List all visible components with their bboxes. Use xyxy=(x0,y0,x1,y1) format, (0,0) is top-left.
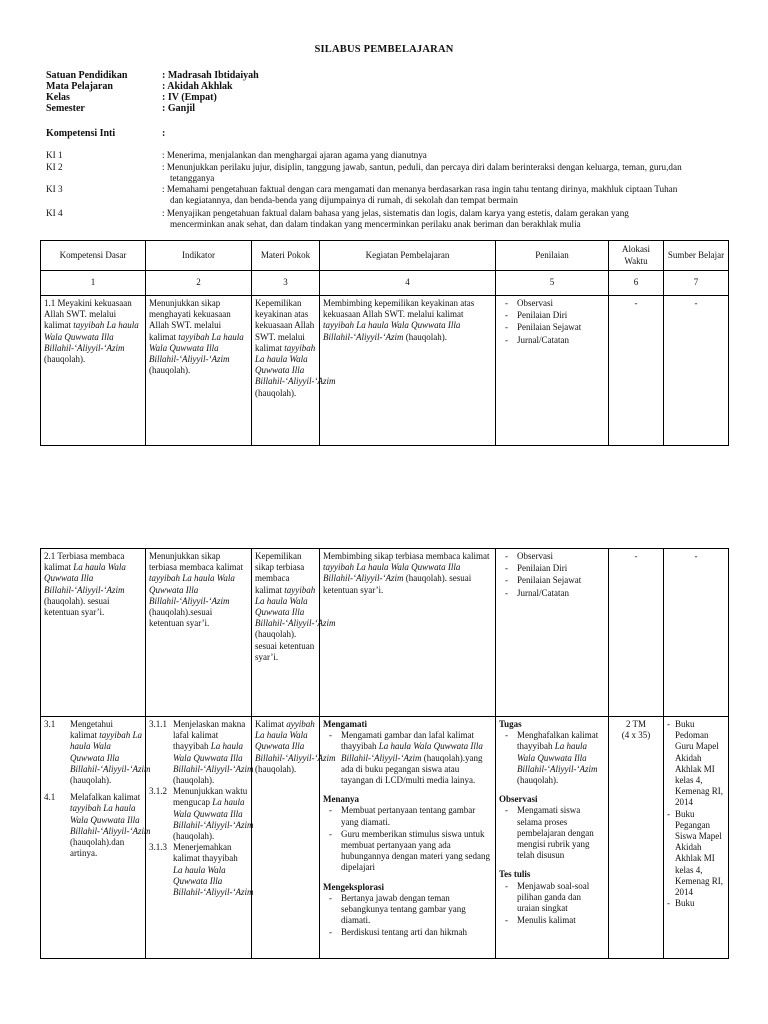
cell-sumber xyxy=(664,717,729,959)
silabus-table-1 xyxy=(40,240,729,446)
col-number: 1 xyxy=(41,271,146,296)
penilaian-heading: Tugas xyxy=(499,719,522,729)
col-number: 5 xyxy=(496,271,609,296)
list-item: - Menghafalkan kalimat thayyibah La haula Wala Quwwata Illa Billahil-‘Aliyyil-‘Azim (hauqolah). xyxy=(499,730,605,786)
cell-penilaian xyxy=(496,717,609,959)
cell-waktu: - xyxy=(609,296,664,446)
kegiatan-list xyxy=(323,730,492,786)
cell-kd: 1.1 Meyakini kekuasaan Allah SWT. melalui kalimat tayyibah La haula Wala Quwwata Illa Billahil-‘Aliyyil-‘Azim (hauqolah). xyxy=(41,296,146,446)
indikator-item: 3.1.3 Menerjemahkan kalimat thayyibah La haula Wala Quwwata Illa Billahil-‘Aliyyil-‘Azim xyxy=(149,842,254,898)
ki-label: KI 1 xyxy=(46,150,63,160)
cell-materi: Kalimat ayyibah La haula Wala Quwwata Illa Billahil-‘Aliyyil-‘Azim (hauqolah). xyxy=(252,717,320,959)
cell-indikator: Menunjukkan sikap terbiasa membaca kalimat tayyibah La haula Wala Quwwata Illa Billahil-‘Aliyyil-‘Azim (hauqolah).sesuai ketentuan syar’i. xyxy=(146,549,252,717)
cell-kd xyxy=(41,717,151,959)
sumber-item: - Buku xyxy=(667,898,695,909)
meta-value: : Akidah Akhlak xyxy=(162,81,233,92)
kegiatan-list xyxy=(323,893,492,939)
cell-kd: 2.1 Terbiasa membaca kalimat La haula Wala Quwwata Illa Billahil-‘Aliyyil-‘Azim (hauqolah). sesuai ketentuan syar’i. xyxy=(41,549,146,717)
kegiatan-heading: Menanya xyxy=(323,794,359,805)
cell-materi: Kepemilikan keyakinan atas kekuasaan Allah SWT. melalui kalimat tayyibah La haula Wala Quwwata Illa Billahil-‘Aliyyil-‘Azim (hauqolah). xyxy=(252,296,320,446)
list-item: - Jurnal/Catatan xyxy=(499,335,605,346)
header-row xyxy=(41,241,729,271)
meta-label: Mata Pelajaran xyxy=(46,81,113,92)
ki-text: : Menunjukkan perilaku jujur, disiplin, tanggung jawab, santun, peduli, dan percaya diri dalam berinteraksi dengan keluarga, teman, guru,dan xyxy=(162,162,682,172)
list-item: - Menulis kalimat xyxy=(499,915,605,926)
indikator-item: 3.1.2 Menunjukkan waktu mengucap La haula Wala Quwwata Illa Billahil-‘Aliyyil-‘Azim (hauqolah). xyxy=(149,786,254,842)
table-row xyxy=(41,549,729,717)
penilaian-list xyxy=(499,881,605,927)
ki-label: KI 3 xyxy=(46,184,63,194)
ki-text-cont: dan kegiatannya, dan benda-benda yang dijumpainya di rumah, di sekolah dan tempat bermain xyxy=(170,195,518,205)
ki-label: KI 2 xyxy=(46,162,63,172)
sumber-item: - Buku Pedoman Guru Mapel Akidah Akhlak MI kelas 4, Kemenag RI, 2014 xyxy=(667,719,723,808)
col-number: 2 xyxy=(146,271,252,296)
cell-penilaian xyxy=(496,296,609,446)
table-row xyxy=(41,296,729,446)
cell-sumber: - xyxy=(664,296,729,446)
number-row xyxy=(41,271,729,296)
penilaian-heading: Observasi xyxy=(499,794,538,805)
cell-kegiatan: Membimbing kepemilikan keyakinan atas kekuasaan Allah SWT. melalui kalimat tayyibah La haula Wala Quwwata Illa Billahil-‘Aliyyil-‘Azim (hauqolah). xyxy=(320,296,496,446)
list-item: - Observasi xyxy=(499,551,605,562)
penilaian-list xyxy=(499,805,605,861)
col-number: 7 xyxy=(664,271,729,296)
list-item: - Penilaian Sejawat xyxy=(499,575,605,586)
header-kompetensi-dasar: Kompetensi Dasar xyxy=(41,241,146,271)
meta-value: : IV (Empat) xyxy=(162,92,217,103)
header-indikator: Indikator xyxy=(146,241,252,271)
list-item: - Mengamati siswa selama proses pembelajaran dengan mengisi rubrik yang telah disusun xyxy=(499,805,605,861)
cell-kegiatan: Membimbing sikap terbiasa membaca kalimat tayyibah La haula Wala Quwwata Illa Billahil-‘Aliyyil-‘Azim (hauqolah). sesuai ketentuan syar’i. xyxy=(320,549,496,717)
kd-item: 4.1 Melafalkan kalimat tayyibah La haula Wala Quwwata Illa Billahil-‘Aliyyil-‘Azim (hauqolah).dan artinya. xyxy=(44,792,151,859)
penilaian-list xyxy=(499,730,605,786)
list-item: - Jurnal/Catatan xyxy=(499,588,605,599)
list-item: - Penilaian Sejawat xyxy=(499,322,605,333)
meta-label: Semester xyxy=(46,103,85,114)
meta-label: Satuan Pendidikan xyxy=(46,70,128,81)
indikator-item: 3.1.1 Menjelaskan makna lafal kalimat thayyibah La haula Wala Quwwata Illa Billahil-‘Aliyyil-‘Azim (hauqolah). xyxy=(149,719,254,786)
kegiatan-heading: Mengeksplorasi xyxy=(323,881,385,892)
document-title: SILABUS PEMBELAJARAN xyxy=(314,44,454,55)
ki-text: : Memahami pengetahuan faktual dengan cara mengamati dan menanya berdasarkan rasa ingin tahu tentang dirinya, makhluk ciptaan Tuhan xyxy=(162,184,678,194)
list-item: - Bertanya jawab dengan teman sebangkunya tentang gambar yang diamati. xyxy=(323,893,492,927)
list-item: - Membuat pertanyaan tentang gambar yang diamati. xyxy=(323,805,492,827)
list-item: - Berdiskusi tentang arti dan hikmah xyxy=(323,927,492,938)
list-item: - Guru memberikan stimulus siswa untuk membuat pertanyaan yang ada hubungannya dengan materi yang sedang dipelajari xyxy=(323,829,492,874)
cell-waktu: - xyxy=(609,549,664,717)
list-item: - Observasi xyxy=(499,298,605,309)
header-penilaian: Penilaian xyxy=(496,241,609,271)
ki-text-cont: tetangganya xyxy=(170,173,215,183)
list-item: - Mengamati gambar dan lafal kalimat thayyibah La haula Wala Quwwata Illa Billahil-‘Aliyyil-‘Azim (hauqolah).yang ada di buku pegangan siswa atau tayangan di LCD/multi media lainya. xyxy=(323,730,492,786)
ki-text: : Menerima, menjalankan dan menghargai ajaran agama yang dianutnya xyxy=(162,150,427,160)
kd-item: 3.1 Mengetahui kalimat tayyibah La haula Wala Quwwata Illa Billahil-‘Aliyyil-‘Azim (hauqolah). xyxy=(44,719,151,786)
header-kegiatan: Kegiatan Pembelajaran xyxy=(320,241,496,271)
meta-label: Kelas xyxy=(46,92,70,103)
kegiatan-list xyxy=(323,805,492,873)
penilaian-heading: Tes tulis xyxy=(499,869,531,880)
ki-text: : Menyajikan pengetahuan faktual dalam bahasa yang jelas, sistematis dan logis, dalam karya yang estetis, dalam gerakan yang xyxy=(162,208,629,218)
silabus-table-2 xyxy=(40,548,729,959)
penilaian-list xyxy=(499,298,605,346)
col-number: 6 xyxy=(609,271,664,296)
ki-heading-label: Kompetensi Inti xyxy=(46,128,116,139)
cell-sumber: - xyxy=(664,549,729,717)
cell-materi: Kepemilikan sikap terbiasa membaca kalimat tayyibah La haula Wala Quwwata Illa Billahil-‘Aliyyil-‘Azim (hauqolah). sesuai ketentuan syar’i. xyxy=(252,549,320,717)
penilaian-list xyxy=(499,551,605,599)
list-item: - Penilaian Diri xyxy=(499,563,605,574)
meta-value: : Ganjil xyxy=(162,103,196,114)
col-number: 4 xyxy=(320,271,496,296)
table-row xyxy=(41,717,729,959)
col-number: 3 xyxy=(252,271,320,296)
ki-text-cont: mencerminkan anak sehat, dan dalam tindakan yang mencerminkan perilaku anak beriman dan berakhlak mulia xyxy=(170,219,581,229)
cell-kegiatan xyxy=(320,717,496,959)
ki-heading-colon: : xyxy=(162,128,166,139)
header-materi-pokok: Materi Pokok xyxy=(252,241,320,271)
cell-penilaian xyxy=(496,549,609,717)
cell-waktu: 2 TM (4 x 35) xyxy=(609,717,664,959)
kegiatan-heading: Mengamati xyxy=(323,719,367,729)
cell-indikator: Menunjukkan sikap menghayati kekuasaan Allah SWT. melalui kalimat tayyibah La haula Wala Quwwata Illa Billahil-‘Aliyyil-‘Azim (hauqolah). xyxy=(146,296,252,446)
ki-label: KI 4 xyxy=(46,208,63,218)
header-sumber-belajar: Sumber Belajar xyxy=(664,241,729,271)
cell-indikator xyxy=(146,717,252,959)
header-alokasi-waktu: Alokasi Waktu xyxy=(609,241,664,271)
meta-value: : Madrasah Ibtidaiyah xyxy=(162,70,259,81)
list-item: - Menjawab soal-soal pilihan ganda dan uraian singkat xyxy=(499,881,605,915)
sumber-item: - Buku Pegangan Siswa Mapel Akidah Akhlak MI kelas 4, Kemenag RI, 2014 xyxy=(667,808,723,898)
list-item: - Penilaian Diri xyxy=(499,310,605,321)
